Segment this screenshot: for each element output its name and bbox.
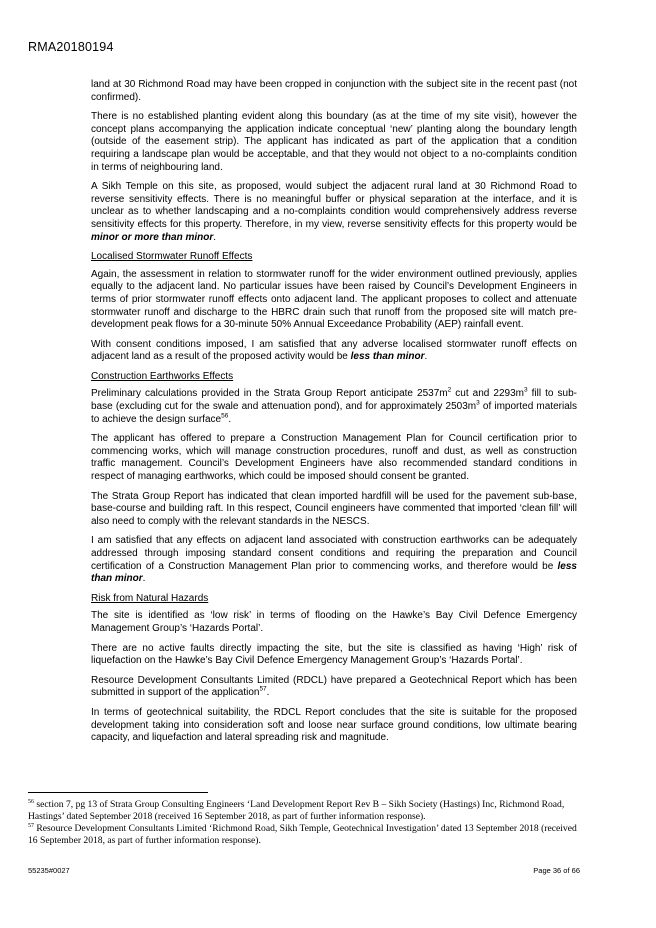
superscript: 3: [476, 399, 480, 407]
footnotes: [28, 799, 580, 847]
effects-conclusion: less than minor: [91, 560, 577, 585]
footnote-text: section 7, pg 13 of Strata Group Consulting Engineers ‘Land Development Report Rev B – Sikh Society (Hastings) Inc, Richmond Road, Hastings’ dated September 2018 (received 16 September 2018, as part of further information response).: [28, 799, 565, 822]
paragraph: There is no established planting evident along this boundary (as at the time of my site visit), however the concept plans accompanying the application indicate conceptual ‘new’ planting along the boundary length (outside of the easement strip). The applicant has indicated as part of the application that a condition requiring a landscape plan would be acceptable, and that they would not object to a no-complaints condition in terms of neighbouring land.: [91, 111, 577, 173]
paragraph: In terms of geotechnical suitability, the RDCL Report concludes that the site is suitable for the proposed development taking into consideration soft and loose near surface ground conditions, low ultimate bearing capacity, and liquefaction and lateral spreading risk and magnitude.: [91, 706, 577, 744]
paragraph-reverse-sensitivity: [91, 181, 577, 244]
section-heading-natural-hazards: Risk from Natural Hazards: [91, 592, 209, 604]
paragraph-end: .: [142, 573, 146, 585]
paragraph-earthworks-conclusion: [91, 535, 577, 585]
paragraph: The site is identified as ‘low risk’ in terms of flooding on the Hawke’s Bay Civil Defence Emergency Management Group’s ‘Hazards Portal’.: [91, 610, 577, 634]
paragraph-text: With consent conditions imposed, I am satisfied that any adverse localised stormwater runoff effects on adjacent land as a result of the proposed activity would be: [91, 338, 577, 363]
paragraph-text: A Sikh Temple on this site, as proposed, would subject the adjacent rural land at 30 Richmond Road to reverse sensitivity effects. There is no meaningful buffer or physical separation at the interface, and it is unclear as to whether landscaping and a no-complaints condition would comprehensively address reverse sensitivity effects for this property. Therefore, in my view, reverse sensitivity effects for this property would be: [91, 181, 577, 230]
effects-conclusion: less than minor: [350, 351, 425, 363]
paragraph-text: Resource Development Consultants Limited (RDCL) have prepared a Geotechnical Report which has been submitted in support of the application: [91, 674, 577, 699]
paragraph-text: fill to sub-base (excluding cut for the swale and attenuation pond), and for approximately 2503m: [91, 388, 577, 413]
paragraph-earthworks-volumes: [91, 388, 577, 426]
section-heading-earthworks: Construction Earthworks Effects: [91, 370, 234, 382]
paragraph-end: .: [266, 687, 270, 699]
page-number: Page 36 of 66: [533, 866, 580, 875]
footnote-number: 57: [28, 822, 34, 829]
superscript: 3: [523, 387, 528, 395]
paragraph-end: .: [228, 413, 232, 425]
section-heading-stormwater: Localised Stormwater Runoff Effects: [91, 251, 253, 263]
footnote-56: [28, 799, 580, 823]
paragraph-text: cut and 2293m: [451, 388, 524, 400]
paragraph: land at 30 Richmond Road may have been cropped in conjunction with the subject site in the recent past (not confirmed).: [91, 79, 577, 103]
footnote-57: [28, 823, 580, 847]
paragraph-end: .: [424, 351, 428, 363]
footnote-reference[interactable]: 57: [259, 686, 267, 694]
effects-conclusion: minor or more than minor: [91, 231, 214, 243]
superscript: 2: [447, 387, 452, 395]
paragraph-end: .: [213, 231, 217, 243]
footnote-divider: [28, 792, 208, 793]
footnote-reference[interactable]: 56: [221, 412, 229, 420]
paragraph-text: of imported materials to achieve the design surface: [91, 401, 577, 425]
paragraph-stormwater-conclusion: [91, 339, 577, 364]
paragraph: The applicant has offered to prepare a Construction Management Plan for Council certification prior to commencing works, which will manage construction procedures, runoff and dust, as well as construction traffic management. Council’s Development Engineers have also recommended standard conditions in respect of managing earthworks, which could be imposed should consent be granted.: [91, 433, 577, 483]
footnote-number: 56: [28, 798, 34, 805]
paragraph-text: Preliminary calculations provided in the Strata Group Report anticipate 2537m: [91, 388, 448, 400]
paragraph: Again, the assessment in relation to stormwater runoff for the wider environment outlined previously, applies equally to the adjacent land. No particular issues have been raised by Council’s Development Engineers in terms of prior stormwater runoff effects onto adjacent land. The applicant proposes to collect and attenuate stormwater runoff and discharge to the HBRC drain such that runoff from the proposed site will match pre-development peak flows for a 30-minute 50% Annual Exceedance Probability (AEP) rainfall event.: [91, 268, 577, 331]
paragraph: There are no active faults directly impacting the site, but the site is classified as having ‘High’ risk of liquefaction on the Hawke’s Bay Civil Defence Emergency Management Group’s ‘Hazards Portal’.: [91, 642, 577, 667]
footer-reference: 55235#0027: [28, 866, 70, 875]
paragraph-geotech-report: [91, 675, 577, 700]
document-body: [91, 79, 577, 752]
document-reference-header: RMA20180194: [28, 40, 114, 54]
paragraph: The Strata Group Report has indicated that clean imported hardfill will be used for the pavement sub-base, base-course and building raft. In this respect, Council engineers have commented that imported ‘clean fill’ will also need to comply with the relevant standards in the NESCS.: [91, 490, 577, 527]
paragraph-text: I am satisfied that any effects on adjacent land associated with construction earthworks can be adequately addressed through imposing standard consent conditions and requiring the preparation and Council certification of a Construction Management Plan prior to commencing works, and therefore would be: [91, 535, 577, 572]
footnote-text: Resource Development Consultants Limited ‘Richmond Road, Sikh Temple, Geotechnical Investigation’ dated 13 September 2018 (received 16 September 2018, as part of further information response).: [28, 823, 577, 846]
